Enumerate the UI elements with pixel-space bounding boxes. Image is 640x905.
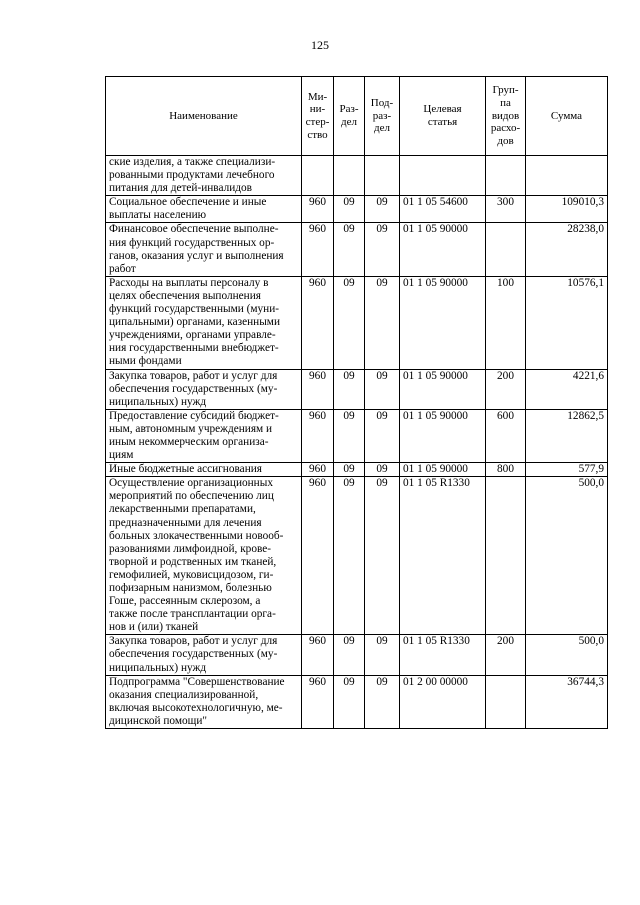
cell-target: 01 1 05 54600 (400, 196, 486, 223)
cell-sum: 109010,3 (526, 196, 608, 223)
cell-ministry: 960 (302, 463, 334, 477)
cell-sum: 28238,0 (526, 223, 608, 276)
cell-subsection: 09 (365, 223, 400, 276)
header-name: Наименование (106, 77, 302, 156)
cell-sum: 10576,1 (526, 276, 608, 369)
cell-target: 01 1 05 90000 (400, 409, 486, 462)
cell-subsection: 09 (365, 463, 400, 477)
header-subsection: Под- раз- дел (365, 77, 400, 156)
cell-group: 200 (486, 369, 526, 409)
header-ministry: Ми- ни- стер- ство (302, 77, 334, 156)
cell-name: Подпрограмма "Совершенствование оказания специализированной, включая высокотехнологичную, ме- дицинской помощи" (106, 675, 302, 728)
table-row (106, 477, 608, 635)
cell-ministry: 960 (302, 276, 334, 369)
cell-target: 01 1 05 R1330 (400, 635, 486, 675)
table-row (106, 223, 608, 276)
cell-group (486, 675, 526, 728)
cell-target: 01 1 05 R1330 (400, 477, 486, 635)
cell-ministry (302, 156, 334, 196)
cell-section: 09 (334, 369, 365, 409)
cell-name: Закупка товаров, работ и услуг для обеспечения государственных (му- ниципальных) нужд (106, 635, 302, 675)
table-row (106, 463, 608, 477)
cell-group (486, 223, 526, 276)
cell-section: 09 (334, 409, 365, 462)
header-section: Раз- дел (334, 77, 365, 156)
cell-name: Расходы на выплаты персоналу в целях обеспечения выполнения функций государственными (муни- ципальными) органами, казенными учреждениями, органами управле- ния государственными внебюджет- ными фондами (106, 276, 302, 369)
cell-subsection: 09 (365, 409, 400, 462)
cell-sum: 12862,5 (526, 409, 608, 462)
cell-section: 09 (334, 477, 365, 635)
cell-name: Осуществление организационных мероприятий по обеспечению лиц лекарственными препаратами, предназначенными для лечения больных злокачественными новооб- разованиями лимфоидной, крове- творной и родственных им тканей, гемофилией, муковисцидозом, ги- пофизарным нанизмом, болезнью Гоше, рассеянным склерозом, а также после трансплантации орга- нов и (или) тканей (106, 477, 302, 635)
table-row (106, 276, 608, 369)
cell-section (334, 156, 365, 196)
table-row (106, 156, 608, 196)
cell-subsection: 09 (365, 635, 400, 675)
cell-name: Закупка товаров, работ и услуг для обеспечения государственных (му- ниципальных) нужд (106, 369, 302, 409)
table-row (106, 675, 608, 728)
cell-group: 100 (486, 276, 526, 369)
table-row (106, 635, 608, 675)
cell-ministry: 960 (302, 223, 334, 276)
cell-target: 01 1 05 90000 (400, 463, 486, 477)
cell-target: 01 1 05 90000 (400, 369, 486, 409)
cell-ministry: 960 (302, 409, 334, 462)
cell-section: 09 (334, 196, 365, 223)
cell-section: 09 (334, 675, 365, 728)
cell-group: 300 (486, 196, 526, 223)
cell-sum (526, 156, 608, 196)
cell-sum: 500,0 (526, 635, 608, 675)
cell-ministry: 960 (302, 675, 334, 728)
cell-ministry: 960 (302, 369, 334, 409)
cell-group: 800 (486, 463, 526, 477)
cell-sum: 577,9 (526, 463, 608, 477)
budget-table (105, 76, 608, 729)
cell-sum: 4221,6 (526, 369, 608, 409)
cell-sum: 36744,3 (526, 675, 608, 728)
cell-target (400, 156, 486, 196)
cell-name: Финансовое обеспечение выполне- ния функций государственных ор- ганов, оказания услуг и выполнения работ (106, 223, 302, 276)
cell-subsection: 09 (365, 196, 400, 223)
header-group: Груп- па видов расхо- дов (486, 77, 526, 156)
cell-group: 200 (486, 635, 526, 675)
cell-ministry: 960 (302, 635, 334, 675)
cell-target: 01 2 00 00000 (400, 675, 486, 728)
cell-name: ские изделия, а также специализи- рованными продуктами лечебного питания для детей-инвалидов (106, 156, 302, 196)
cell-name: Социальное обеспечение и иные выплаты населению (106, 196, 302, 223)
cell-subsection: 09 (365, 675, 400, 728)
cell-section: 09 (334, 463, 365, 477)
cell-group (486, 477, 526, 635)
page-number: 125 (311, 38, 329, 52)
cell-group: 600 (486, 409, 526, 462)
cell-sum: 500,0 (526, 477, 608, 635)
table-header-row (106, 77, 608, 156)
cell-ministry: 960 (302, 196, 334, 223)
cell-section: 09 (334, 223, 365, 276)
table-row (106, 369, 608, 409)
cell-group (486, 156, 526, 196)
cell-name: Иные бюджетные ассигнования (106, 463, 302, 477)
cell-name: Предоставление субсидий бюджет- ным, автономным учреждениям и иным некоммерческим организа- циям (106, 409, 302, 462)
header-target: Целевая статья (400, 77, 486, 156)
cell-target: 01 1 05 90000 (400, 276, 486, 369)
cell-section: 09 (334, 276, 365, 369)
cell-subsection (365, 156, 400, 196)
table-row (106, 196, 608, 223)
cell-subsection: 09 (365, 369, 400, 409)
cell-ministry: 960 (302, 477, 334, 635)
cell-section: 09 (334, 635, 365, 675)
cell-target: 01 1 05 90000 (400, 223, 486, 276)
cell-subsection: 09 (365, 276, 400, 369)
cell-subsection: 09 (365, 477, 400, 635)
header-sum: Сумма (526, 77, 608, 156)
table-row (106, 409, 608, 462)
